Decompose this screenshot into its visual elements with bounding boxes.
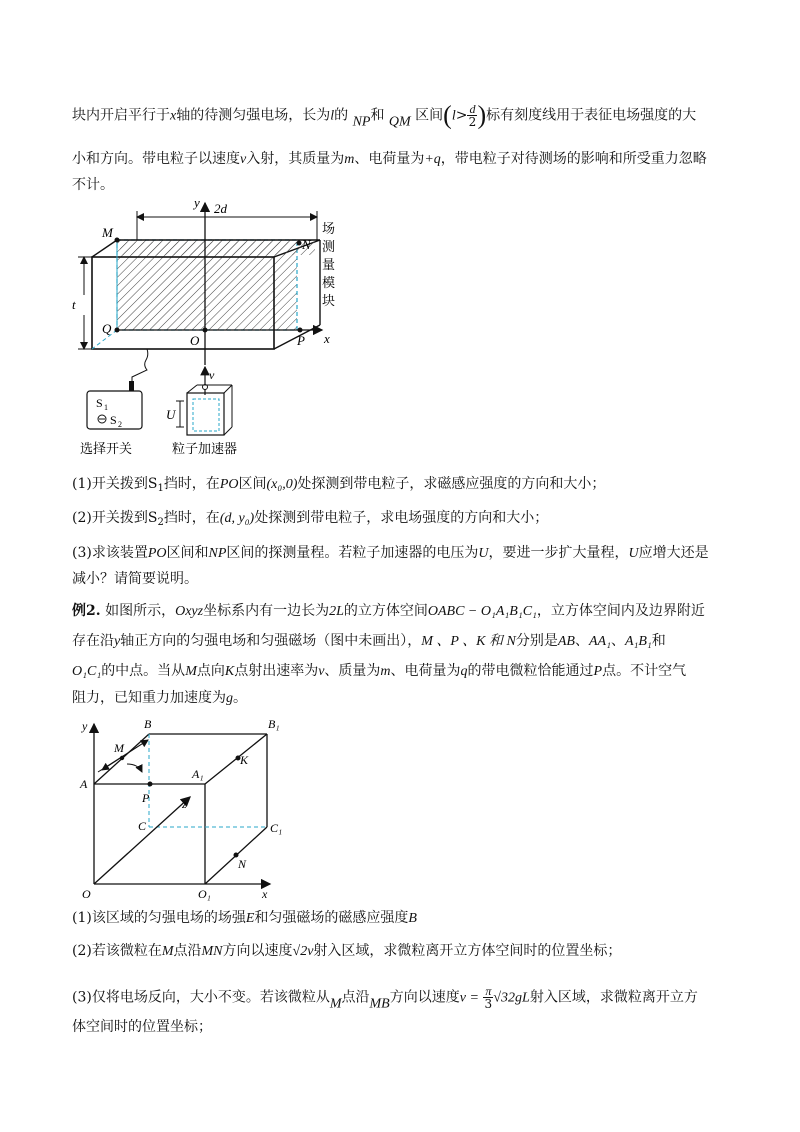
- question-3-line-1: [72, 543, 709, 564]
- sep: 、: [574, 633, 589, 649]
- label-M: M: [102, 225, 113, 240]
- var-m: m: [380, 664, 391, 679]
- var-mn: MN: [201, 944, 223, 959]
- label-C1: C₁: [270, 821, 283, 835]
- sep: 、: [610, 633, 625, 649]
- text: 分别是: [515, 633, 558, 649]
- var-mb: MB: [369, 996, 390, 1012]
- speed: √2v: [292, 944, 314, 959]
- label-U: U: [166, 407, 176, 422]
- var-q: +q: [424, 152, 441, 167]
- sub: 1: [104, 403, 108, 412]
- text: 。: [233, 690, 247, 706]
- text: 处探测到带电粒子，求磁感应强度的方向和大小；: [297, 476, 606, 492]
- var-y: y: [114, 634, 121, 649]
- text: ，带电粒子对待测场的影响和所受重力忽略: [440, 151, 707, 167]
- var-v: v: [318, 664, 325, 679]
- label-O: O: [82, 887, 91, 901]
- var-l: l: [330, 108, 335, 124]
- label-Q: Q: [102, 321, 112, 336]
- ex2-question-1: [72, 908, 417, 929]
- label-M: M: [114, 741, 124, 755]
- cond-l: l: [451, 108, 456, 124]
- text: 小和方向。带电粒子以速度: [72, 151, 240, 167]
- seg-o1c1: O₁C₁: [72, 664, 102, 679]
- text: 挡时，在: [163, 476, 220, 492]
- text: (1)该区域的匀强电场的场强: [72, 910, 246, 926]
- sub: 2: [118, 420, 122, 429]
- text: ，要进一步扩大量程，: [488, 545, 629, 561]
- var-U: U: [478, 546, 489, 561]
- text: 和: [651, 633, 666, 649]
- text: 如图所示，: [105, 603, 176, 619]
- ex2-question-3-line-2: [72, 1017, 212, 1037]
- var-K: K: [224, 664, 235, 679]
- ex2-question-2: [72, 941, 621, 962]
- question-2: [72, 508, 548, 533]
- seg-aa1: AA₁: [588, 634, 611, 649]
- text: 射入区域，求微粒离开立方: [529, 989, 698, 1006]
- text: 体空间时的位置坐标；: [72, 1019, 212, 1035]
- denominator: 2: [468, 115, 477, 129]
- paragraph-line-3: [72, 175, 114, 195]
- sub: 1: [157, 483, 164, 494]
- text: 标有刻度线用于表征电场强度的大: [486, 107, 697, 124]
- text: (2)开关拨到: [72, 510, 148, 526]
- figure-field-measurement-module: [72, 195, 352, 465]
- text: 轴正方向的匀强电场和匀强磁场（图中未画出），: [120, 633, 422, 649]
- text: 射入区域，求微粒离开立方体空间时的位置坐标；: [313, 943, 622, 959]
- text: 阻力，已知重力加速度为: [72, 690, 226, 706]
- cond-gt: >: [455, 107, 468, 124]
- var-np: NP: [352, 114, 371, 130]
- label-K: K: [240, 753, 249, 767]
- label-A1: A₁: [192, 767, 204, 781]
- label-switch: 选择开关: [80, 441, 133, 456]
- coord: (d, y₀): [219, 511, 255, 526]
- label-accelerator: 粒子加速器: [172, 441, 238, 456]
- module-char: 测: [322, 239, 336, 254]
- text: 入射，其质量为: [246, 151, 345, 167]
- text: 方向以速度: [389, 989, 460, 1006]
- text: 点向: [196, 663, 225, 679]
- label-B1: B₁: [268, 717, 280, 731]
- denominator: 3: [484, 997, 493, 1011]
- example-2-line-4: [72, 688, 247, 709]
- var-g: g: [226, 691, 233, 706]
- text: 区间的探测量程。若粒子加速器的电压为: [226, 545, 479, 561]
- var-qm: QM: [388, 114, 411, 130]
- text: (3)求该装置: [72, 545, 148, 561]
- var-oxyz: Oxyz: [175, 604, 204, 619]
- text: 点。不计空气: [602, 663, 687, 679]
- text: 不计。: [72, 177, 114, 193]
- text: 应增大还是: [638, 545, 709, 561]
- label-N: N: [238, 857, 247, 871]
- label-O1: O₁: [198, 887, 211, 901]
- text: 区间: [415, 107, 444, 124]
- text: 挡时，在: [163, 510, 220, 526]
- text: 减小？请简要说明。: [72, 571, 198, 587]
- var-M: M: [161, 944, 174, 959]
- text: 区间: [238, 476, 267, 492]
- var-v: v =: [459, 990, 479, 1006]
- text: 处探测到带电粒子，求电场强度的方向和大小；: [254, 510, 549, 526]
- module-char: 量: [322, 257, 336, 272]
- text: 的中点。当从: [101, 663, 186, 679]
- text: (2)若该微粒在: [72, 943, 162, 959]
- text: 点沿: [341, 989, 370, 1006]
- label-C: C: [138, 819, 147, 833]
- seg-a1b1: A₁B₁: [624, 634, 652, 649]
- module-char: 场: [322, 221, 336, 236]
- text: 的立方体空间: [343, 603, 428, 619]
- figure-cube-coordinate: [72, 712, 292, 902]
- var-np: NP: [208, 546, 227, 561]
- example-2-line-2: [72, 631, 666, 652]
- example-label: 例2.: [72, 603, 101, 619]
- label-O: O: [190, 333, 200, 348]
- sub: 2: [157, 517, 164, 528]
- text: 存在沿: [72, 633, 114, 649]
- var-M: M: [185, 664, 197, 679]
- label-z: z: [182, 797, 187, 811]
- var-q: q: [460, 664, 468, 679]
- text: 点沿: [173, 943, 202, 959]
- label-S1: S: [96, 396, 103, 410]
- module-char: 块: [322, 293, 336, 308]
- var-2L: 2L: [329, 604, 344, 619]
- paragraph-line-2: [72, 149, 707, 170]
- text: 、电荷量为: [390, 663, 461, 679]
- label-y: y: [82, 719, 88, 733]
- text: 和匀强磁场的磁感应强度: [254, 910, 409, 926]
- label-P: P: [297, 333, 305, 348]
- question-3-line-2: [72, 569, 198, 589]
- points: M 、P 、K 和 N: [421, 634, 516, 649]
- var-E: E: [245, 911, 255, 926]
- label-S2: S: [110, 413, 117, 427]
- text: ，立方体空间内及边界附近: [536, 603, 705, 619]
- label-t: t: [72, 297, 76, 312]
- text: 的带电微粒恰能通过: [467, 663, 594, 679]
- label-P: P: [142, 791, 150, 805]
- module-char: 模: [322, 275, 336, 290]
- text: 区间和: [166, 545, 209, 561]
- numerator: π: [485, 984, 492, 998]
- fraction-pi-over-3: [483, 985, 493, 1010]
- text: 方向以速度: [222, 943, 293, 959]
- label-B: B: [144, 717, 152, 731]
- text: 轴的待测匀强电场，长为: [176, 107, 331, 124]
- label-y: y: [194, 195, 200, 210]
- var-B: B: [408, 911, 417, 926]
- var-M: M: [329, 996, 342, 1012]
- text: (3)仅将电场反向，大小不变。若该微粒从: [72, 989, 330, 1006]
- var-S: S: [147, 510, 158, 526]
- cube-label: OABC − O₁A₁B₁C₁: [427, 604, 537, 619]
- text: 块内开启平行于: [72, 107, 170, 124]
- numerator: d: [469, 102, 476, 116]
- question-1: [72, 474, 605, 499]
- example-2-line-1: [72, 601, 705, 622]
- var-U: U: [628, 546, 639, 561]
- paragraph-line-1: 块内开启平行于x轴的待测匀强电场，长为l的 NP和 QM 区间(l> $\frac{d}{2}$ )标有刻度线用于表征电场强度的大: [72, 100, 697, 130]
- var-m: m: [344, 152, 355, 167]
- var-v: v: [240, 152, 247, 167]
- var-S: S: [147, 476, 158, 492]
- label-v: v: [209, 368, 215, 382]
- label-A: A: [80, 777, 88, 791]
- var-po: PO: [219, 477, 239, 492]
- var-P: P: [593, 664, 603, 679]
- sqrt-expr: √32gL: [493, 990, 530, 1006]
- text: 点射出速率为: [234, 663, 319, 679]
- var-po: PO: [147, 546, 167, 561]
- label-x: x: [262, 887, 268, 901]
- label-N: N: [302, 237, 311, 252]
- text: 、电荷量为: [354, 151, 425, 167]
- text: (1)开关拨到: [72, 476, 148, 492]
- ex2-question-3-line-1: [72, 985, 698, 1015]
- example-2-line-3: [72, 661, 686, 682]
- fraction-d-over-2: [467, 103, 477, 128]
- coord: (x₀,0): [266, 477, 298, 492]
- seg-ab: AB: [557, 634, 575, 649]
- text: 坐标系内有一边长为: [203, 603, 330, 619]
- label-2d: 2d: [214, 201, 227, 216]
- var-x: x: [170, 108, 177, 124]
- text: 和: [370, 107, 385, 124]
- text: 的: [334, 107, 349, 124]
- text: 、质量为: [324, 663, 381, 679]
- label-x: x: [324, 331, 330, 346]
